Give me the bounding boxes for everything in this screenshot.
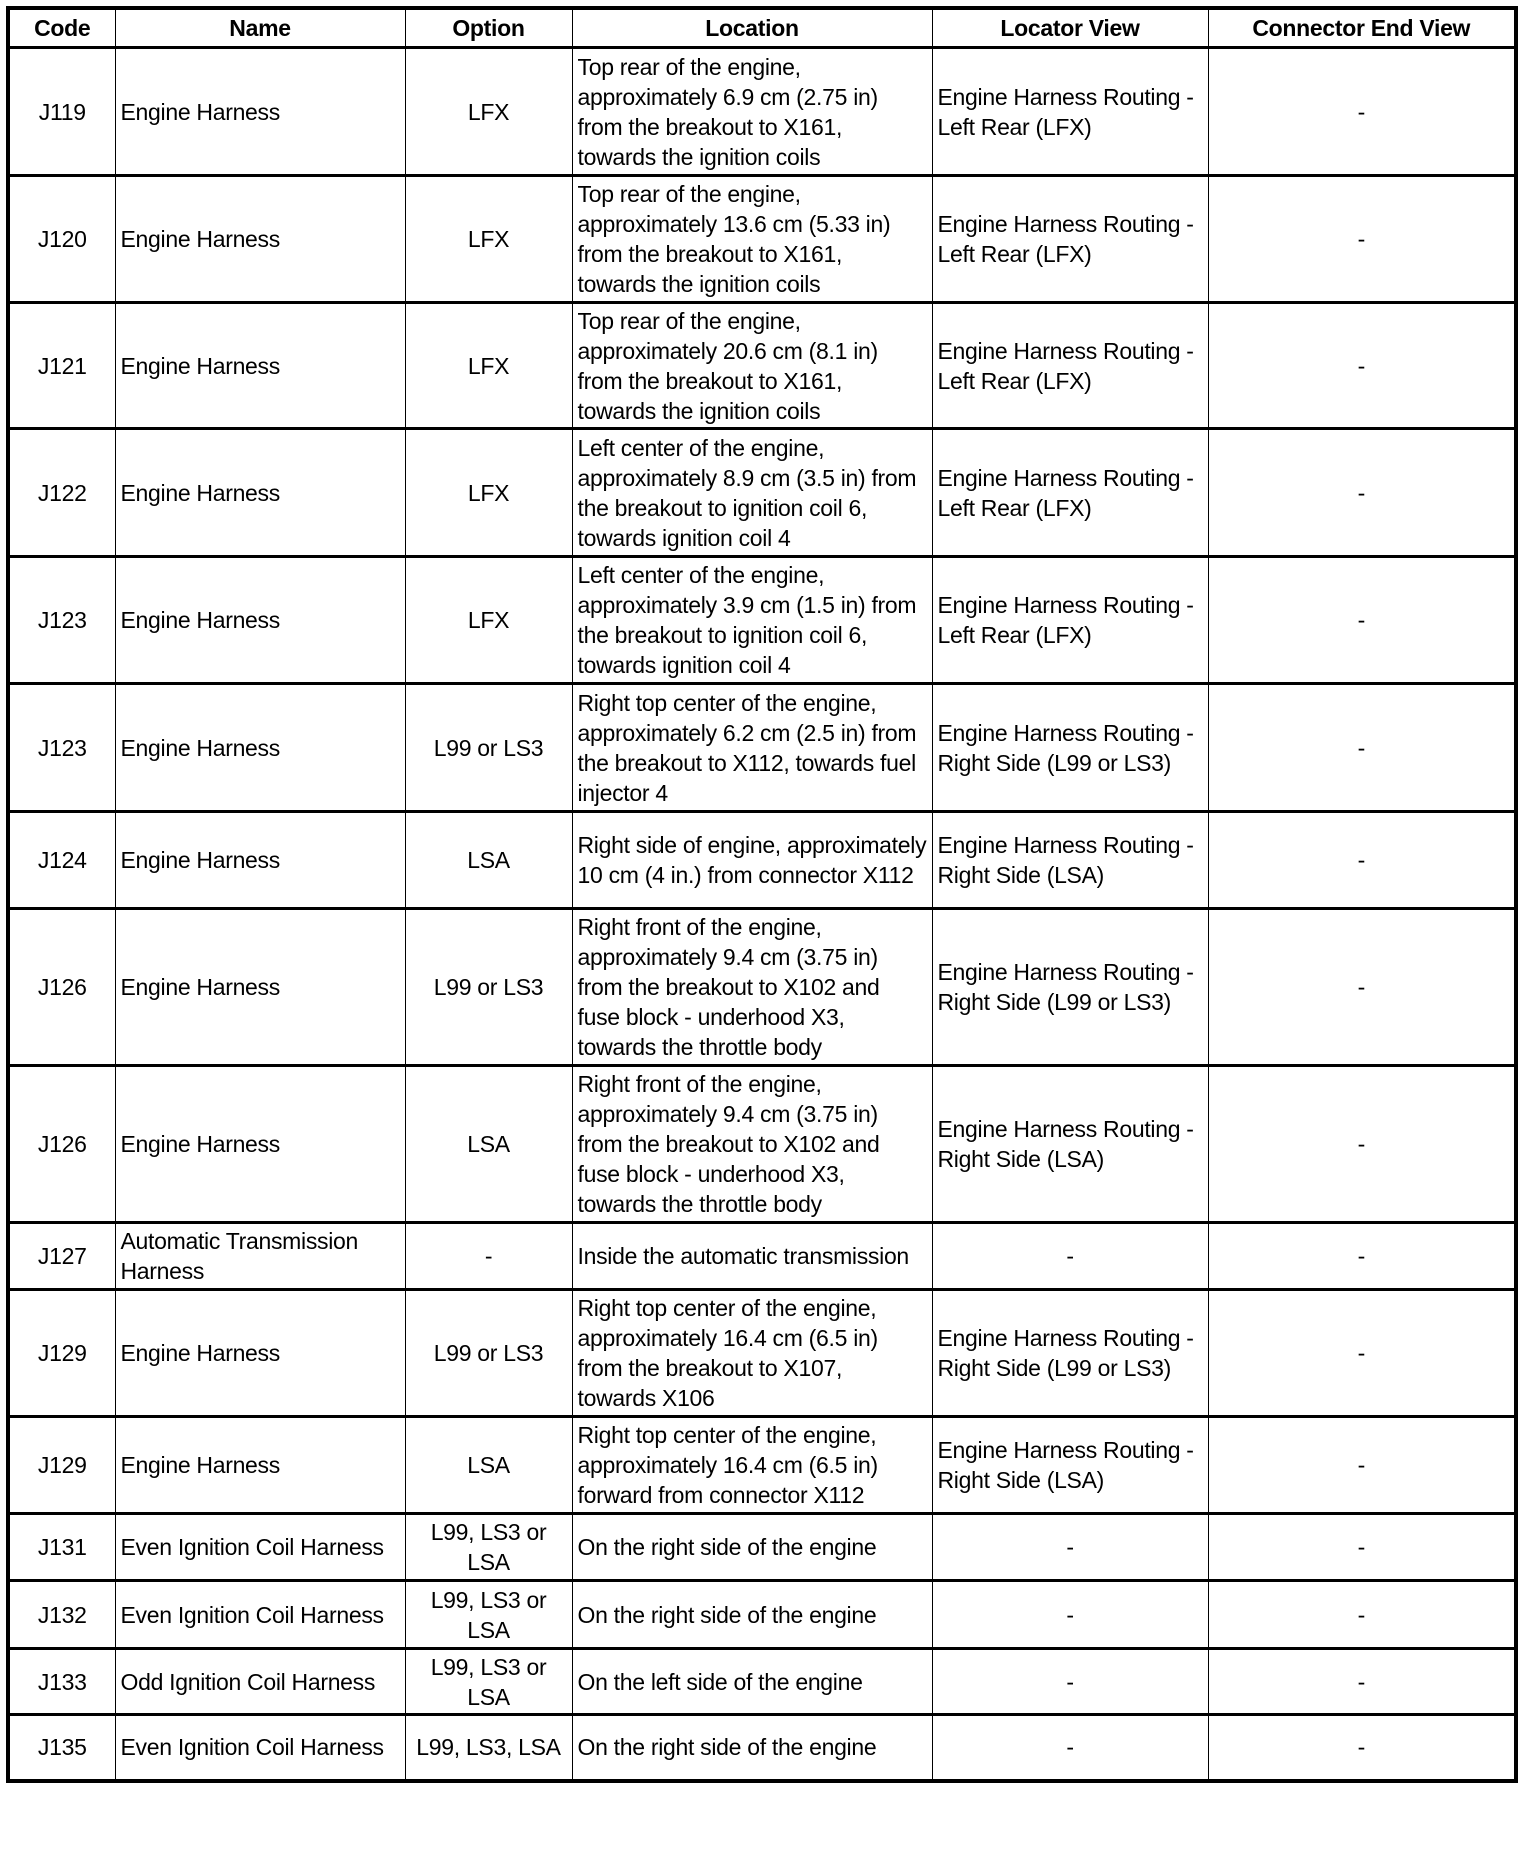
cell-location: On the right side of the engine (572, 1715, 932, 1781)
cell-locator-view: - (932, 1223, 1208, 1290)
cell-name: Even Ignition Coil Harness (115, 1581, 405, 1649)
cell-name: Even Ignition Coil Harness (115, 1514, 405, 1581)
cell-name: Engine Harness (115, 909, 405, 1066)
cell-code: J119 (8, 48, 115, 176)
cell-code: J131 (8, 1514, 115, 1581)
cell-locator-view: - (932, 1715, 1208, 1781)
header-location: Location (572, 8, 932, 48)
cell-locator-view: Engine Harness Routing - Right Side (L99 or LS3) (932, 1290, 1208, 1417)
cell-connector-end-view: - (1208, 1417, 1516, 1514)
cell-location: On the right side of the engine (572, 1514, 932, 1581)
cell-location: Inside the automatic transmission (572, 1223, 932, 1290)
cell-name: Engine Harness (115, 303, 405, 429)
cell-locator-view: - (932, 1514, 1208, 1581)
cell-option: L99, LS3 or LSA (405, 1581, 572, 1649)
cell-name: Engine Harness (115, 812, 405, 909)
cell-code: J129 (8, 1290, 115, 1417)
cell-option: LFX (405, 303, 572, 429)
cell-locator-view: Engine Harness Routing - Right Side (LSA) (932, 812, 1208, 909)
cell-option: LFX (405, 557, 572, 684)
cell-connector-end-view: - (1208, 1715, 1516, 1781)
table-row (8, 1417, 1516, 1514)
cell-option: L99, LS3 or LSA (405, 1514, 572, 1581)
cell-location: Right top center of the engine, approximately 16.4 cm (6.5 in) forward from connector X112 (572, 1417, 932, 1514)
cell-locator-view: Engine Harness Routing - Left Rear (LFX) (932, 176, 1208, 303)
table-row (8, 1066, 1516, 1223)
table-row (8, 909, 1516, 1066)
table-row (8, 1715, 1516, 1781)
cell-connector-end-view: - (1208, 1066, 1516, 1223)
cell-name: Engine Harness (115, 429, 405, 557)
cell-locator-view: Engine Harness Routing - Left Rear (LFX) (932, 48, 1208, 176)
cell-name: Engine Harness (115, 176, 405, 303)
table-row (8, 1581, 1516, 1649)
cell-connector-end-view: - (1208, 48, 1516, 176)
cell-code: J124 (8, 812, 115, 909)
cell-connector-end-view: - (1208, 176, 1516, 303)
cell-connector-end-view: - (1208, 909, 1516, 1066)
table-row (8, 303, 1516, 429)
table-row (8, 557, 1516, 684)
table-row (8, 429, 1516, 557)
cell-code: J120 (8, 176, 115, 303)
cell-name: Engine Harness (115, 684, 405, 812)
table-row (8, 1514, 1516, 1581)
cell-locator-view: Engine Harness Routing - Right Side (L99 or LS3) (932, 684, 1208, 812)
cell-name: Engine Harness (115, 557, 405, 684)
cell-name: Even Ignition Coil Harness (115, 1715, 405, 1781)
cell-locator-view: Engine Harness Routing - Right Side (LSA) (932, 1066, 1208, 1223)
cell-location: Right side of engine, approximately 10 cm (4 in.) from connector X112 (572, 812, 932, 909)
cell-connector-end-view: - (1208, 812, 1516, 909)
cell-locator-view: Engine Harness Routing - Left Rear (LFX) (932, 429, 1208, 557)
header-locator-view: Locator View (932, 8, 1208, 48)
cell-option: L99, LS3 or LSA (405, 1649, 572, 1715)
cell-name: Engine Harness (115, 48, 405, 176)
cell-location: On the left side of the engine (572, 1649, 932, 1715)
cell-location: Top rear of the engine, approximately 20.6 cm (8.1 in) from the breakout to X161, towards the ignition coils (572, 303, 932, 429)
cell-locator-view: Engine Harness Routing - Right Side (L99 or LS3) (932, 909, 1208, 1066)
cell-location: Top rear of the engine, approximately 13.6 cm (5.33 in) from the breakout to X161, towards the ignition coils (572, 176, 932, 303)
cell-location: Right front of the engine, approximately 9.4 cm (3.75 in) from the breakout to X102 and fuse block - underhood X3, towards the throttle body (572, 1066, 932, 1223)
cell-connector-end-view: - (1208, 1649, 1516, 1715)
table-row (8, 1290, 1516, 1417)
cell-locator-view: - (932, 1581, 1208, 1649)
cell-code: J127 (8, 1223, 115, 1290)
cell-code: J123 (8, 684, 115, 812)
cell-option: LSA (405, 1066, 572, 1223)
cell-option: L99, LS3, LSA (405, 1715, 572, 1781)
cell-option: LSA (405, 812, 572, 909)
cell-code: J132 (8, 1581, 115, 1649)
cell-location: Right top center of the engine, approximately 6.2 cm (2.5 in) from the breakout to X112, towards fuel injector 4 (572, 684, 932, 812)
cell-code: J135 (8, 1715, 115, 1781)
cell-option: LFX (405, 48, 572, 176)
cell-name: Odd Ignition Coil Harness (115, 1649, 405, 1715)
cell-location: Left center of the engine, approximately 8.9 cm (3.5 in) from the breakout to ignition coil 6, towards ignition coil 4 (572, 429, 932, 557)
cell-location: Left center of the engine, approximately 3.9 cm (1.5 in) from the breakout to ignition coil 6, towards ignition coil 4 (572, 557, 932, 684)
cell-connector-end-view: - (1208, 1581, 1516, 1649)
cell-connector-end-view: - (1208, 1514, 1516, 1581)
table-row (8, 812, 1516, 909)
connector-table (6, 6, 1518, 1783)
header-option: Option (405, 8, 572, 48)
table-row (8, 176, 1516, 303)
cell-option: L99 or LS3 (405, 1290, 572, 1417)
cell-locator-view: - (932, 1649, 1208, 1715)
header-name: Name (115, 8, 405, 48)
cell-connector-end-view: - (1208, 1290, 1516, 1417)
cell-option: L99 or LS3 (405, 909, 572, 1066)
cell-name: Engine Harness (115, 1290, 405, 1417)
cell-location: Top rear of the engine, approximately 6.9 cm (2.75 in) from the breakout to X161, towards the ignition coils (572, 48, 932, 176)
cell-option: - (405, 1223, 572, 1290)
cell-name: Automatic Transmission Harness (115, 1223, 405, 1290)
cell-locator-view: Engine Harness Routing - Right Side (LSA) (932, 1417, 1208, 1514)
cell-name: Engine Harness (115, 1066, 405, 1223)
table-row (8, 1649, 1516, 1715)
table-row (8, 1223, 1516, 1290)
cell-option: L99 or LS3 (405, 684, 572, 812)
cell-connector-end-view: - (1208, 684, 1516, 812)
cell-location: Right top center of the engine, approximately 16.4 cm (6.5 in) from the breakout to X107, towards X106 (572, 1290, 932, 1417)
cell-name: Engine Harness (115, 1417, 405, 1514)
table-row (8, 684, 1516, 812)
cell-connector-end-view: - (1208, 303, 1516, 429)
cell-code: J121 (8, 303, 115, 429)
cell-code: J126 (8, 1066, 115, 1223)
cell-code: J129 (8, 1417, 115, 1514)
cell-location: On the right side of the engine (572, 1581, 932, 1649)
cell-code: J133 (8, 1649, 115, 1715)
cell-option: LSA (405, 1417, 572, 1514)
cell-option: LFX (405, 429, 572, 557)
cell-connector-end-view: - (1208, 1223, 1516, 1290)
cell-locator-view: Engine Harness Routing - Left Rear (LFX) (932, 557, 1208, 684)
header-row (8, 8, 1516, 48)
cell-connector-end-view: - (1208, 429, 1516, 557)
cell-location: Right front of the engine, approximately 9.4 cm (3.75 in) from the breakout to X102 and fuse block - underhood X3, towards the throttle body (572, 909, 932, 1066)
cell-locator-view: Engine Harness Routing - Left Rear (LFX) (932, 303, 1208, 429)
cell-code: J123 (8, 557, 115, 684)
header-code: Code (8, 8, 115, 48)
cell-code: J126 (8, 909, 115, 1066)
table-row (8, 48, 1516, 176)
cell-code: J122 (8, 429, 115, 557)
header-connector-end-view: Connector End View (1208, 8, 1516, 48)
cell-option: LFX (405, 176, 572, 303)
cell-connector-end-view: - (1208, 557, 1516, 684)
